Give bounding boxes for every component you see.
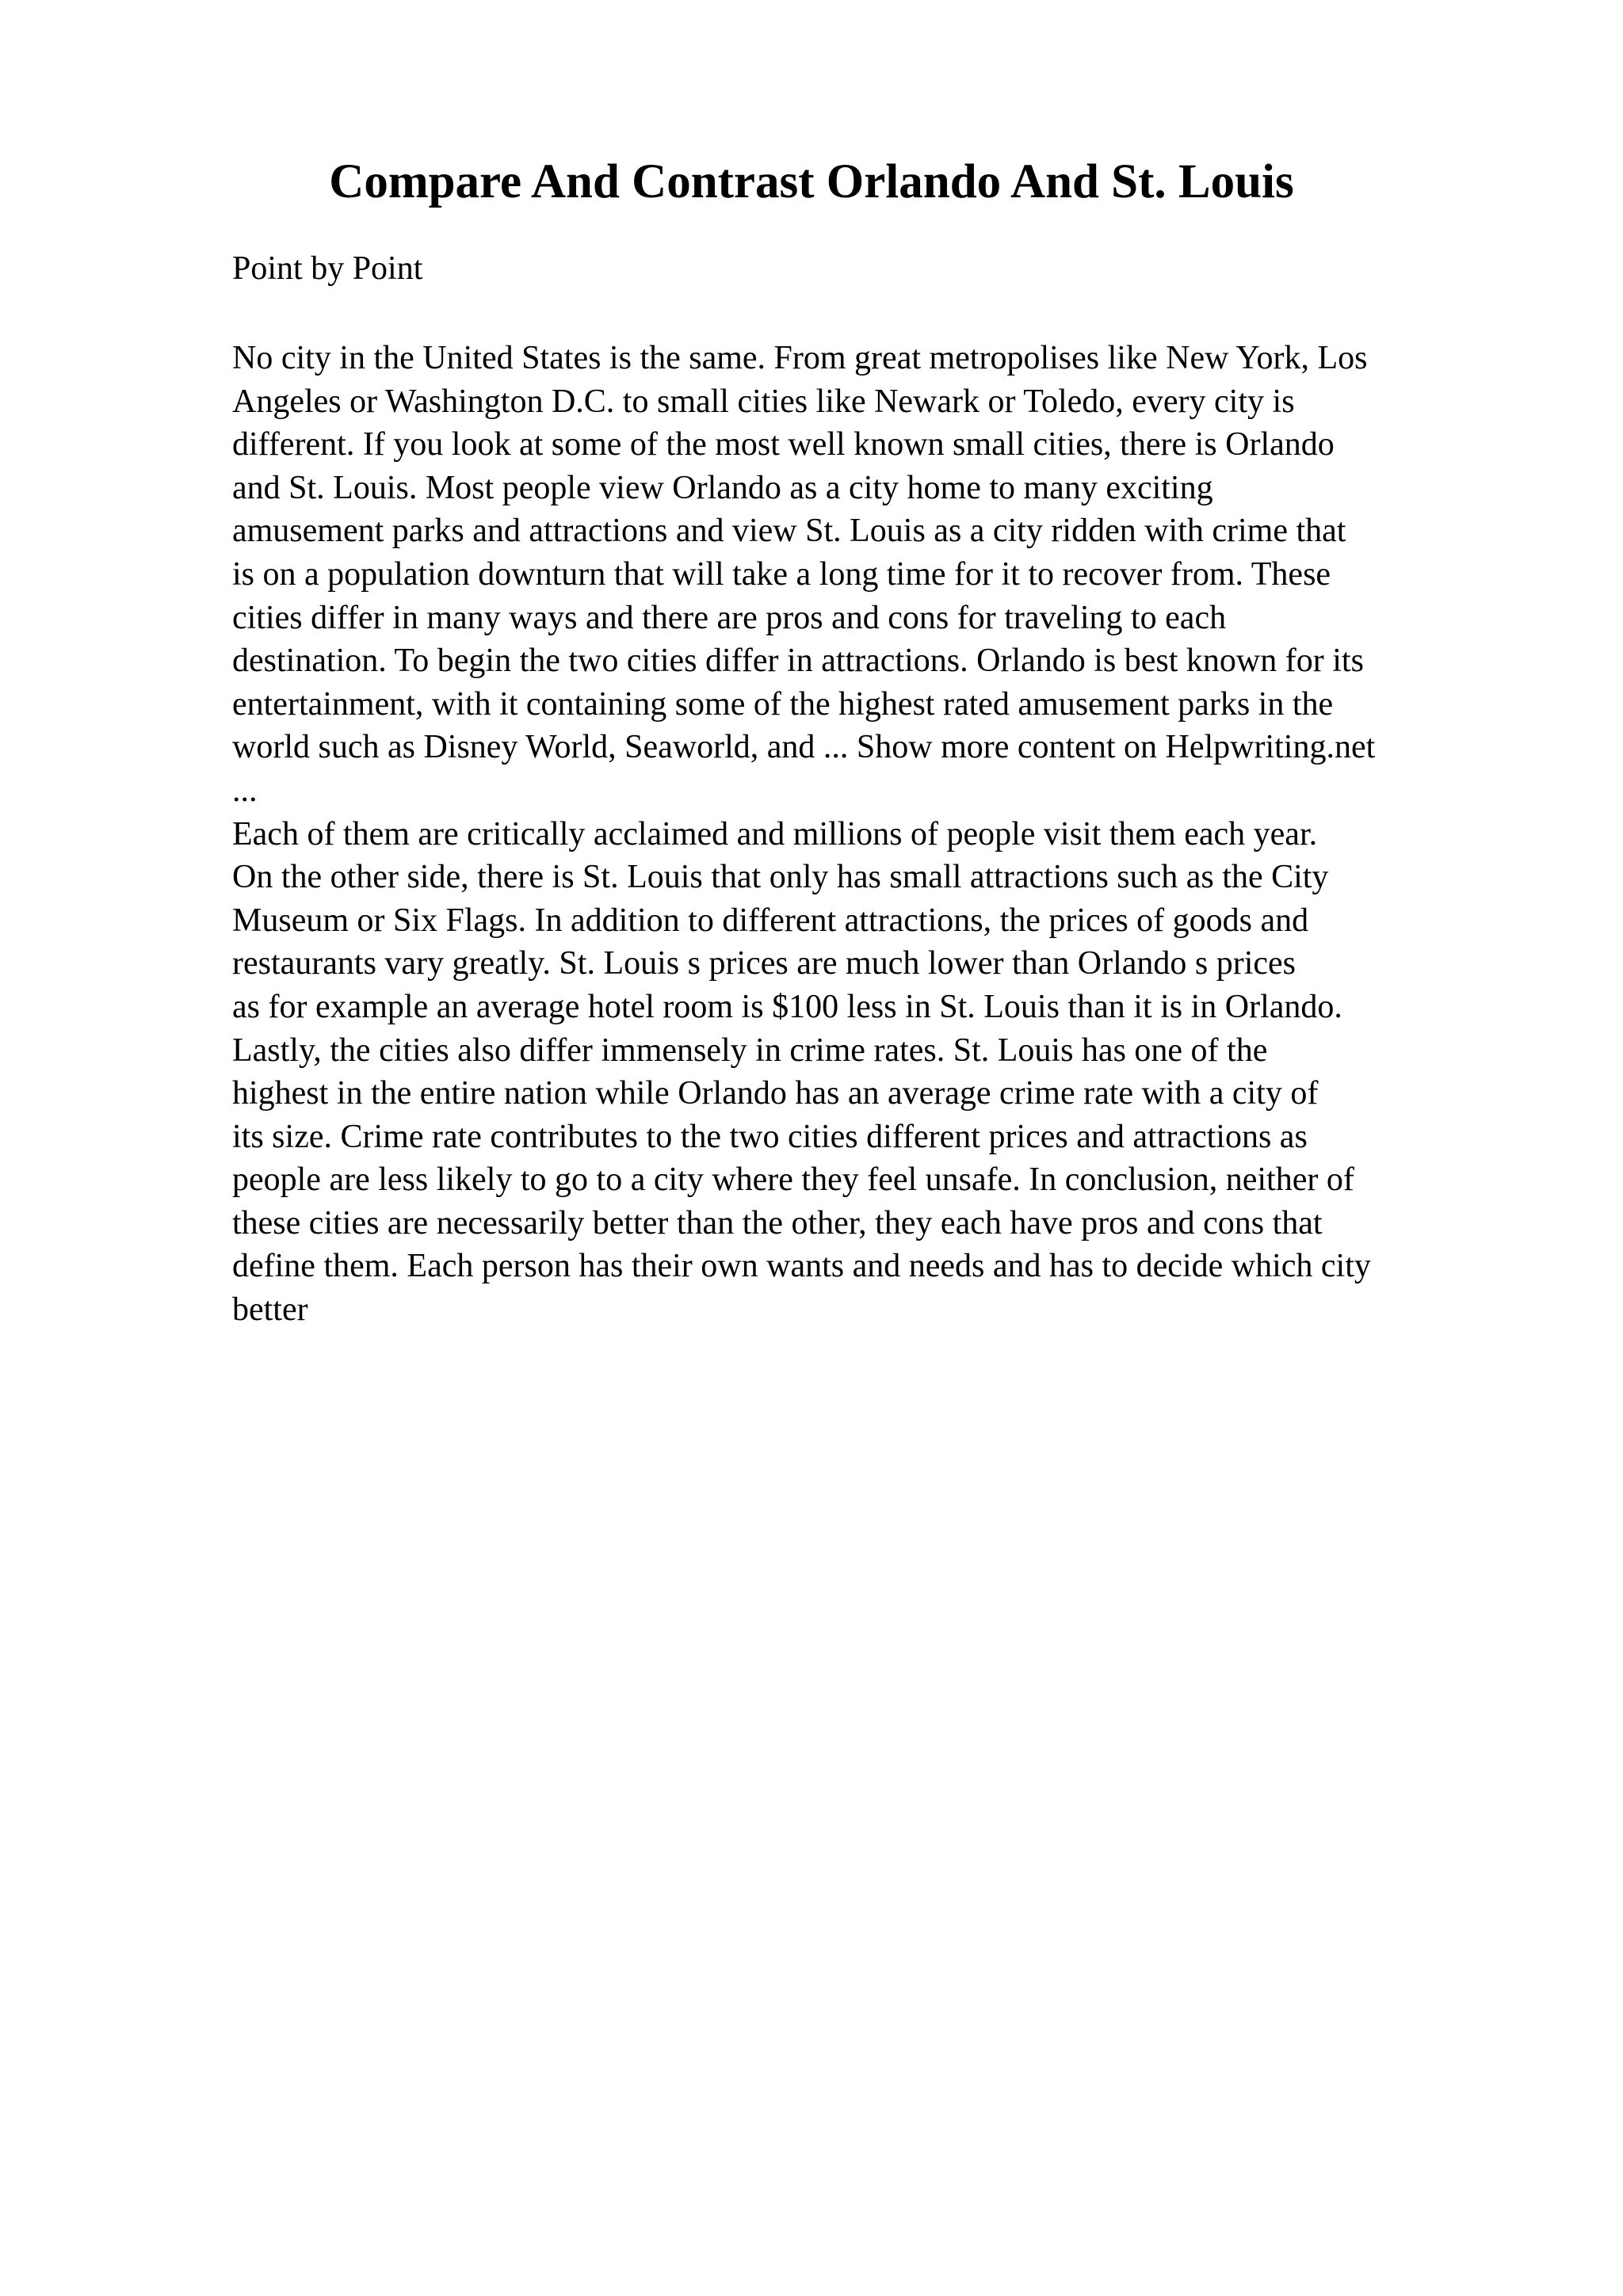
body-line: as for example an average hotel room is $100 less in St. Louis than it is in Orlando. — [232, 988, 1342, 1025]
body-line: Museum or Six Flags. In addition to different attractions, the prices of goods and — [232, 902, 1309, 939]
body-line: Each of them are critically acclaimed and millions of people visit them each year. — [232, 815, 1318, 852]
body-line: different. If you look at some of the most well known small cities, there is Orlando — [232, 426, 1335, 463]
body-line: On the other side, there is St. Louis that only has small attractions such as the City — [232, 859, 1329, 896]
document-subtitle: Point by Point — [232, 250, 423, 287]
body-line: world such as Disney World, Seaworld, and ... Show more content on Helpwriting.net — [232, 729, 1376, 766]
body-line: better — [232, 1291, 308, 1329]
body-line: Lastly, the cities also differ immensely in crime rates. St. Louis has one of the — [232, 1032, 1268, 1069]
body-line: cities differ in many ways and there are pros and cons for traveling to each — [232, 599, 1227, 636]
document-body — [232, 337, 1516, 1332]
body-line: define them. Each person has their own wants and needs and has to decide which city — [232, 1248, 1371, 1285]
body-line: its size. Crime rate contributes to the two cities different prices and attractions as — [232, 1118, 1308, 1155]
body-line: and St. Louis. Most people view Orlando as a city home to many exciting — [232, 469, 1213, 506]
body-line: entertainment, with it containing some of the highest rated amusement parks in the — [232, 685, 1334, 723]
body-line: destination. To begin the two cities differ in attractions. Orlando is best known for its — [232, 643, 1364, 680]
body-line: amusement parks and attractions and view St. Louis as a city ridden with crime that — [232, 513, 1346, 550]
body-line: people are less likely to go to a city where they feel unsafe. In conclusion, neither of — [232, 1161, 1354, 1199]
body-line: ... — [232, 772, 258, 809]
body-line: Angeles or Washington D.C. to small cities like Newark or Toledo, every city is — [232, 383, 1295, 420]
document-title: Compare And Contrast Orlando And St. Louis — [329, 155, 1294, 208]
body-line: these cities are necessarily better than the other, they each have pros and cons that — [232, 1204, 1323, 1241]
body-line: No city in the United States is the same. From great metropolises like New York, Los — [232, 340, 1368, 376]
body-line: restaurants vary greatly. St. Louis s prices are much lower than Orlando s prices — [232, 945, 1296, 982]
body-line: highest in the entire nation while Orlando has an average crime rate with a city of — [232, 1075, 1319, 1112]
body-line: is on a population downturn that will take a long time for it to recover from. These — [232, 555, 1331, 593]
